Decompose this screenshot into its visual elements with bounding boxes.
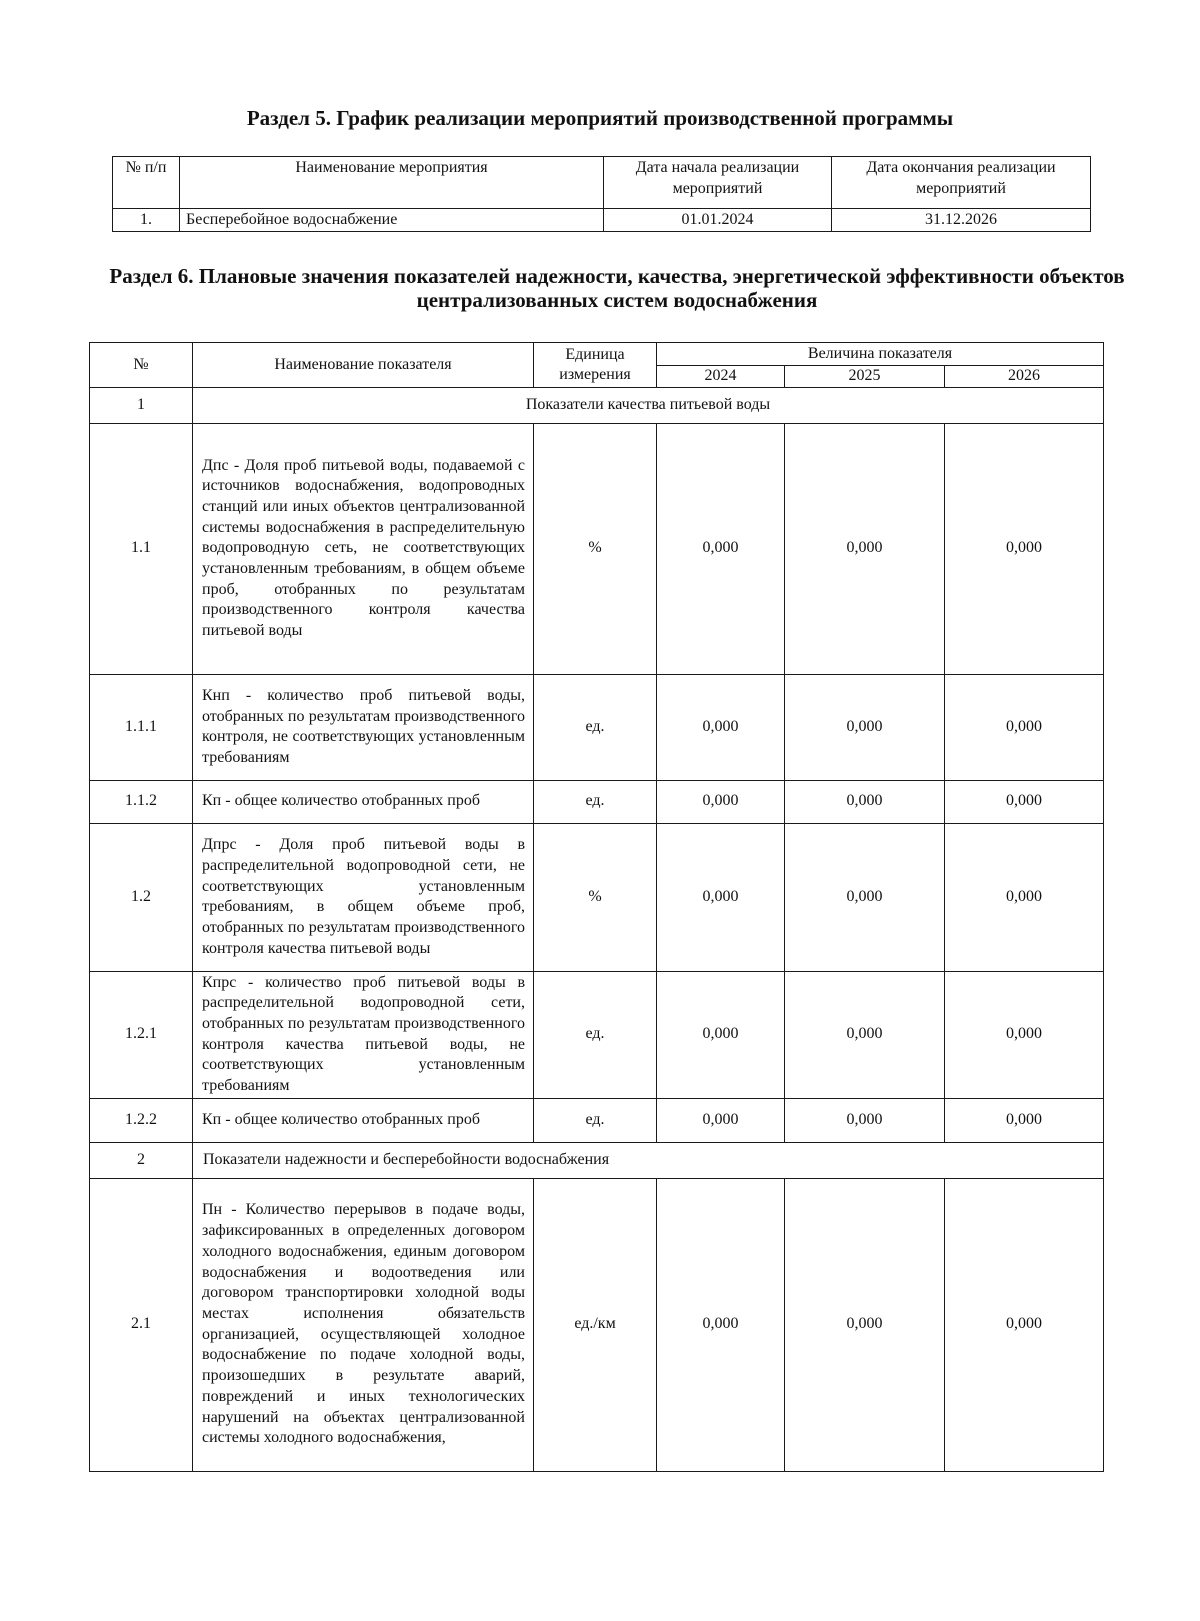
row-value-2024: 0,000 [657, 423, 785, 674]
row-value-2024: 0,000 [657, 823, 785, 971]
section-row [90, 1142, 1104, 1178]
row-value-2024: 0,000 [657, 1178, 785, 1471]
schedule-header-start: Дата начала реализации мероприятий [604, 157, 832, 209]
row-name: Дпрс - Доля проб питьевой воды в распределительной водопроводной сети, не соответствующих установленным требованиям, в общем объеме проб, отобранных по результатам производственного контроля качества питьевой воды [193, 823, 534, 971]
year-2025: 2025 [785, 366, 945, 388]
indicators-header-value: Величина показателя [657, 343, 1104, 366]
indicators-header-row [90, 343, 1104, 366]
table-row [90, 1098, 1104, 1142]
row-value-2026: 0,000 [945, 423, 1104, 674]
row-value-2026: 0,000 [945, 780, 1104, 823]
row-value-2024: 0,000 [657, 1098, 785, 1142]
row-unit: % [534, 423, 657, 674]
row-value-2026: 0,000 [945, 971, 1104, 1098]
table-row [113, 209, 1091, 232]
row-value-2025: 0,000 [785, 971, 945, 1098]
row-unit: ед. [534, 674, 657, 780]
schedule-table [112, 156, 1091, 232]
row-num: 1.1.2 [90, 780, 193, 823]
year-2024: 2024 [657, 366, 785, 388]
schedule-header-end: Дата окончания реализации мероприятий [832, 157, 1091, 209]
section-row [90, 387, 1104, 423]
schedule-header-num: № п/п [113, 157, 180, 209]
row-num: 1.2 [90, 823, 193, 971]
row-num: 1.2.2 [90, 1098, 193, 1142]
indicators-header-num: № [90, 343, 193, 388]
row-name: Кп - общее количество отобранных проб [193, 1098, 534, 1142]
schedule-header-row [113, 157, 1091, 209]
row-num: 1.1 [90, 423, 193, 674]
schedule-cell-end: 31.12.2026 [832, 209, 1091, 232]
schedule-cell-start: 01.01.2024 [604, 209, 832, 232]
row-value-2024: 0,000 [657, 971, 785, 1098]
row-name: Кп - общее количество отобранных проб [193, 780, 534, 823]
schedule-header-name: Наименование мероприятия [180, 157, 604, 209]
row-unit: ед. [534, 780, 657, 823]
row-name: Кнп - количество проб питьевой воды, отобранных по результатам производственного контроля, не соответствующих установленным требованиям [193, 674, 534, 780]
row-value-2026: 0,000 [945, 1178, 1104, 1471]
row-unit: % [534, 823, 657, 971]
row-num: 1.2.1 [90, 971, 193, 1098]
row-value-2024: 0,000 [657, 674, 785, 780]
row-name: Пн - Количество перерывов в подаче воды, зафиксированных в определенных договором холодного водоснабжения, единым договором водоснабжения и водоотведения или договором транспортировки холодной воды местах исполнения обязательств организацией, осуществляющей холодное водоснабжение по подаче холодной воды, произошедших в результате аварий, повреждений и иных технологических нарушений на объектах централизованной системы холодного водоснабжения, [193, 1178, 534, 1471]
section-label: Показатели качества питьевой воды [193, 387, 1104, 423]
section5-title: Раздел 5. График реализации мероприятий производственной программы [246, 106, 954, 130]
indicators-header-name: Наименование показателя [193, 343, 534, 388]
indicators-table [89, 342, 1104, 1472]
row-value-2024: 0,000 [657, 780, 785, 823]
row-name: Кпрс - количество проб питьевой воды в распределительной водопроводной сети, отобранных по результатам производственного контроля качества питьевой воды, не соответствующих установленным требованиям [193, 971, 534, 1098]
row-value-2025: 0,000 [785, 1098, 945, 1142]
table-row [90, 1178, 1104, 1471]
section-num: 2 [90, 1142, 193, 1178]
row-unit: ед. [534, 1098, 657, 1142]
indicators-header-unit: Единица измерения [534, 343, 657, 388]
row-num: 1.1.1 [90, 674, 193, 780]
row-num: 2.1 [90, 1178, 193, 1471]
table-row [90, 780, 1104, 823]
row-value-2025: 0,000 [785, 1178, 945, 1471]
row-value-2025: 0,000 [785, 780, 945, 823]
schedule-cell-num: 1. [113, 209, 180, 232]
row-unit: ед. [534, 971, 657, 1098]
row-value-2026: 0,000 [945, 674, 1104, 780]
section-label: Показатели надежности и бесперебойности водоснабжения [193, 1142, 1104, 1178]
table-row [90, 823, 1104, 971]
section-num: 1 [90, 387, 193, 423]
row-value-2025: 0,000 [785, 423, 945, 674]
table-row [90, 971, 1104, 1098]
section6-title: Раздел 6. Плановые значения показателей надежности, качества, энергетической эффективности объектов централизованных систем водоснабжения [109, 264, 1125, 312]
table-row [90, 674, 1104, 780]
table-row [90, 423, 1104, 674]
row-name: Дпс - Доля проб питьевой воды, подаваемой с источников водоснабжения, водопроводных станций или иных объектов централизованной системы водоснабжения в распределительную водопроводную сеть, не соответствующих установленным требованиям, в общем объеме проб, отобранных по результатам производственного контроля качества питьевой воды [193, 423, 534, 674]
row-value-2025: 0,000 [785, 823, 945, 971]
row-unit: ед./км [534, 1178, 657, 1471]
year-2026: 2026 [945, 366, 1104, 388]
row-value-2026: 0,000 [945, 1098, 1104, 1142]
row-value-2026: 0,000 [945, 823, 1104, 971]
schedule-cell-name: Бесперебойное водоснабжение [180, 209, 604, 232]
row-value-2025: 0,000 [785, 674, 945, 780]
